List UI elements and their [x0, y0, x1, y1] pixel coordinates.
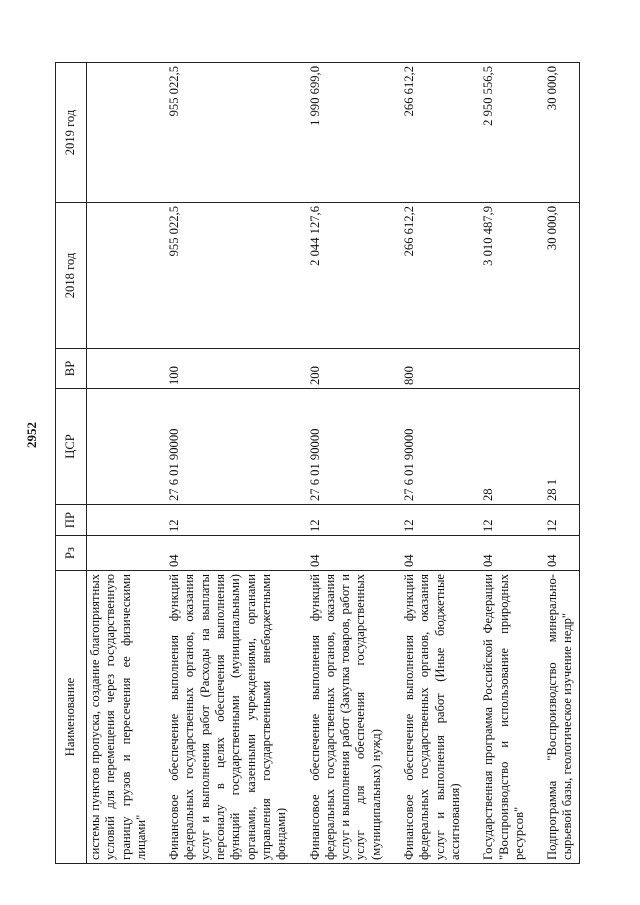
table-row	[87, 63, 153, 864]
row-rz: 04	[544, 536, 579, 571]
row-name: Финансовое обеспечение выполнения функций федеральных государственных органов, оказания услуг и выполнения работ (Расходы на выплаты персоналу в целях обеспечения выполнения функций государственными (муниципальными) органами, казенными учреждениями, органами управления государственными внебюджетными фондами)	[166, 571, 292, 864]
row-spacer	[530, 63, 544, 864]
header-name: Наименование	[56, 571, 87, 864]
row-pr	[87, 505, 153, 536]
row-2018	[87, 203, 153, 349]
table-row	[307, 63, 387, 864]
rotated-page-content	[55, 63, 607, 864]
table-row	[480, 63, 530, 864]
row-rz: 04	[307, 536, 387, 571]
row-2018: 955 022,5	[166, 203, 292, 349]
row-rz: 04	[480, 536, 530, 571]
header-csr: ЦСР	[56, 389, 87, 505]
row-2019: 2 950 556,5	[480, 63, 530, 203]
header-pr: ПР	[56, 505, 87, 536]
row-rz: 04	[166, 536, 292, 571]
row-csr: 27 6 01 90000	[401, 389, 466, 505]
row-name: Финансовое обеспечение выполнения функций федеральных государственных органов, оказания услуг и выполнения работ (Закупка товаров, работ и услуг для обеспечения государственных (муниципальных) нужд)	[307, 571, 387, 864]
budget-table	[55, 62, 580, 864]
row-2019: 1 990 699,0	[307, 63, 387, 203]
row-vr	[87, 349, 153, 389]
row-2018: 266 612,2	[401, 203, 466, 349]
header-rz: Рз	[56, 536, 87, 571]
row-pr: 12	[544, 505, 579, 536]
row-2018: 2 044 127,6	[307, 203, 387, 349]
table-row	[166, 63, 292, 864]
row-2019: 30 000,0	[544, 63, 579, 203]
row-spacer	[152, 63, 166, 864]
row-name: Подпрограмма "Воспроизводство минерально-сырьевой базы, геологическое изучение недр"	[544, 571, 579, 864]
row-rz: 04	[401, 536, 466, 571]
row-spacer	[293, 63, 307, 864]
row-vr	[544, 349, 579, 389]
row-vr: 100	[166, 349, 292, 389]
row-csr: 28 1	[544, 389, 579, 505]
page-number: 2952	[24, 422, 39, 448]
row-vr	[480, 349, 530, 389]
row-pr: 12	[166, 505, 292, 536]
row-spacer	[387, 63, 401, 864]
table-header-row	[56, 63, 87, 864]
row-rz	[87, 536, 153, 571]
header-2018: 2018 год	[56, 203, 87, 349]
row-pr: 12	[401, 505, 466, 536]
row-csr: 27 6 01 90000	[307, 389, 387, 505]
table-row	[401, 63, 466, 864]
row-name: Финансовое обеспечение выполнения функций федеральных государственных органов, оказания услуг и выполнения работ (Иные бюджетные ассигнования)	[401, 571, 466, 864]
row-2019	[87, 63, 153, 203]
row-vr: 800	[401, 349, 466, 389]
header-vr: ВР	[56, 349, 87, 389]
row-name: Государственная программа Российской Федерации "Воспроизводство и использование природных ресурсов"	[480, 571, 530, 864]
row-2018: 3 010 487,9	[480, 203, 530, 349]
row-2019: 266 612,2	[401, 63, 466, 203]
row-csr: 27 6 01 90000	[166, 389, 292, 505]
row-name: системы пунктов пропуска, создание благоприятных условий для перемещения через государственную границу грузов и пересечения ее физическими лицами"	[87, 571, 153, 864]
row-vr: 200	[307, 349, 387, 389]
row-spacer	[466, 63, 480, 864]
row-csr: 28	[480, 389, 530, 505]
row-pr: 12	[307, 505, 387, 536]
header-2019: 2019 год	[56, 63, 87, 203]
row-csr	[87, 389, 153, 505]
table-row	[544, 63, 579, 864]
row-2019: 955 022,5	[166, 63, 292, 203]
row-2018: 30 000,0	[544, 203, 579, 349]
row-pr: 12	[480, 505, 530, 536]
